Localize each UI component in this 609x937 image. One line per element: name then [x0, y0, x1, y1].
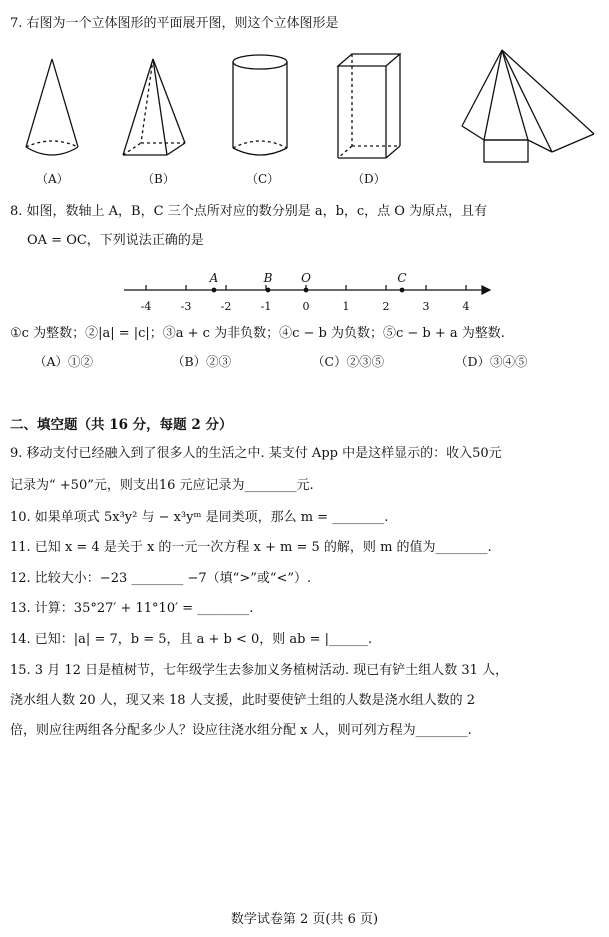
- cylinder-figure: [225, 52, 295, 164]
- q7-stem: 7. 右图为一个立体图形的平面展开图，则这个立体图形是: [10, 16, 339, 31]
- q8-line2: OA = OC，下列说法正确的是: [27, 233, 204, 248]
- q11: 11. 已知 x = 4 是关于 x 的一元一次方程 x + m = 5 的解，则 m 的值为________.: [10, 540, 492, 555]
- tick-label-neg2: -2: [220, 300, 232, 313]
- point-label-b: B: [263, 271, 273, 285]
- cone-figure: [18, 55, 88, 165]
- q8-option-d: （D）③④⑤: [455, 354, 528, 369]
- q8-option-a: （A）①②: [34, 354, 94, 369]
- tick-label-4: 4: [462, 300, 470, 313]
- section-title: 二、填空题（共 16 分，每题 2 分）: [10, 417, 233, 433]
- number-line-point: [400, 288, 404, 292]
- q10: 10. 如果单项式 5x³y² 与 − x³yᵐ 是同类项，那么 m = ________.: [10, 510, 389, 525]
- q9-line2: 记录为“ +50”元，则支出16 元应记录为________元.: [10, 478, 314, 493]
- q13: 13. 计算：35°27′ + 11°10′ = ________.: [10, 601, 254, 616]
- net-figure: [456, 44, 601, 166]
- tick-label-neg3: -3: [180, 300, 192, 313]
- number-line-point: [266, 288, 270, 292]
- option-d-label: （D）: [352, 172, 386, 186]
- number-line-point: [212, 288, 216, 292]
- point-label-c: C: [397, 271, 407, 285]
- point-label-o: O: [301, 271, 311, 285]
- number-line: [110, 264, 500, 316]
- tick-label-0: 0: [302, 300, 310, 313]
- point-label-a: A: [209, 271, 219, 285]
- prism-figure: [330, 48, 410, 166]
- q15-line3: 倍，则应往两组各分配多少人？设应往浇水组分配 x 人，则可列方程为________.: [10, 723, 472, 738]
- q8-option-c: （C）②③⑤: [312, 354, 385, 369]
- q8-option-b: （B）②③: [172, 354, 232, 369]
- q8-line1: 8. 如图，数轴上 A，B，C 三个点所对应的数分别是 a，b，c，点 O 为原点，且有: [10, 204, 488, 219]
- tick-label-neg1: -1: [260, 300, 272, 313]
- tick-label-1: 1: [342, 300, 350, 313]
- pyramid-figure: [115, 55, 195, 165]
- tick-label-2: 2: [382, 300, 390, 313]
- q15-line2: 浇水组人数 20 人，现又来 18 人支援，此时要使铲土组的人数是浇水组人数的 2: [10, 693, 476, 708]
- q9-line1: 9. 移动支付已经融入到了很多人的生活之中. 某支付 App 中是这样显示的：收入50元: [10, 446, 502, 461]
- page-footer: 数学试卷第 2 页(共 6 页): [230, 912, 379, 927]
- option-b-label: （B）: [142, 172, 175, 186]
- option-a-label: （A）: [36, 172, 69, 186]
- option-c-label: （C）: [246, 172, 280, 186]
- q12: 12. 比较大小：−23 ________ −7（填“>”或“<”）.: [10, 571, 312, 586]
- q15-line1: 15. 3 月 12 日是植树节，七年级学生去参加义务植树活动. 现已有铲土组人数 31 人，: [10, 663, 509, 678]
- q8-statements: ①c 为整数；②|a| = |c|；③a + c 为非负数；④c − b 为负数；⑤c − b + a 为整数.: [10, 326, 505, 341]
- number-line-point: [304, 288, 308, 292]
- tick-label-neg4: -4: [140, 300, 152, 313]
- q14: 14. 已知：|a| = 7，b = 5，且 a + b < 0，则 ab = |______.: [10, 632, 373, 647]
- tick-label-3: 3: [422, 300, 430, 313]
